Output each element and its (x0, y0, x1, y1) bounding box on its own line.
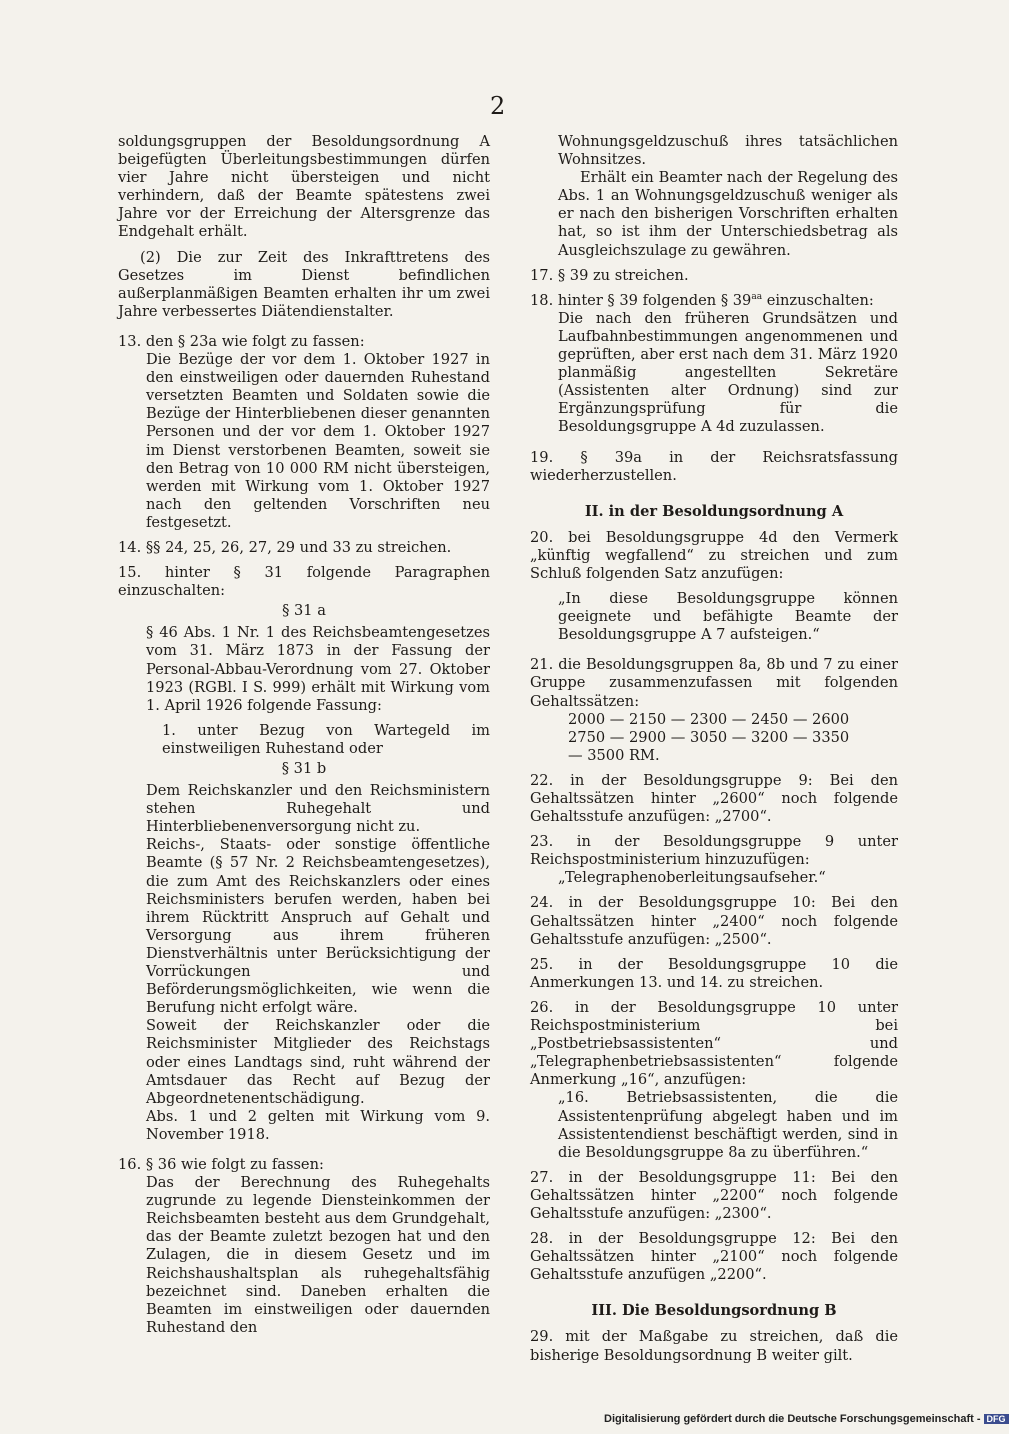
left-paragraph-7: § 46 Abs. 1 Nr. 1 des Reichsbeamtengesetzes vom 31. März 1873 in der Fassung der Personal-Abbau-Verordnung vom 27. Oktober 1923 (RGBl. I S. 999) erhält mit Wirkung vom 1. April 1926 folgende Fassung: (146, 624, 490, 714)
right-paragraph-16: 24. in der Besoldungsgruppe 10: Bei den Gehaltssätzen hinter „2400“ noch folgende Gehaltsstufe anzufügen: „2500“. (530, 894, 898, 948)
right-paragraph-14: 23. in der Besoldungsgruppe 9 unter Reichspostministerium hinzuzufügen: (530, 833, 898, 869)
right-paragraph-3: 18. hinter § 39 folgenden § $39^{aa}$ einzuschalten: (530, 291, 874, 309)
right-paragraph-4: Die nach den früheren Grundsätzen und Laufbahnbestimmungen angenommenen und geprüften, aber erst nach dem 31. März 1920 planmäßig angestellten Sekretäre (Assistenten alter Ordnung) sind zur Ergänzungsprüfung für die Besoldungsgruppe A 4d zuzulassen. (558, 309, 898, 436)
left-paragraph-10: Dem Reichskanzler und den Reichsministern stehen Ruhegehalt und Hinterbliebenenversorgung nicht zu. (146, 782, 490, 836)
left-paragraph-14: 16. § 36 wie folgt zu fassen: (118, 1155, 324, 1173)
left-paragraph-12: Soweit der Reichskanzler oder die Reichsminister Mitglieder des Reichstags oder eines Landtags sind, ruht während der Amtsdauer das Recht auf Bezug der Abgeordnetenentschädigung. (146, 1017, 490, 1107)
left-paragraph-5: 15. hinter § 31 folgende Paragraphen einzuschalten: (118, 564, 490, 600)
right-paragraph-10: 2000 — 2150 — 2300 — 2450 — 2600 (568, 710, 850, 728)
page-number: 2 (490, 92, 506, 120)
footer-text: Digitalisierung gefördert durch die Deutsche Forschungsgemeinschaft - (604, 1413, 981, 1425)
left-paragraph-2: 13. den § 23a wie folgt zu fassen: (118, 332, 365, 350)
left-paragraph-8: 1. unter Bezug von Wartegeld im einstweiligen Ruhestand oder (162, 721, 490, 757)
left-paragraph-13: Abs. 1 und 2 gelten mit Wirkung vom 9. November 1918. (146, 1107, 490, 1143)
left-paragraph-1: (2) Die zur Zeit des Inkrafttretens des Gesetzes im Dienst befindlichen außerplanmäßigen Beamten erhalten ihr um zwei Jahre verbessertes Diätendienstalter. (118, 248, 490, 320)
dfg-logo: DFG (984, 1414, 1009, 1424)
right-paragraph-18: 26. in der Besoldungsgruppe 10 unter Reichspostministerium bei „Postbetriebsassistenten“ und „Telegraphenbetriebsassistenten“ folgende Anmerkung „16“, anzufügen: (530, 998, 898, 1089)
right-paragraph-7: 20. bei Besoldungsgruppe 4d den Vermerk „künftig wegfallend“ zu streichen und zum Schluß folgenden Satz anzufügen: (530, 528, 898, 582)
left-paragraph-4: 14. §§ 24, 25, 26, 27, 29 und 33 zu streichen. (118, 538, 452, 556)
left-column (118, 133, 490, 1337)
left-paragraph-3: Die Bezüge der vor dem 1. Oktober 1927 in den einstweiligen oder dauernden Ruhestand versetzten Beamten und Soldaten sowie die Bezüge der Hinterbliebenen dieser genannten Personen und der vor dem 1. Oktober 1927 im Dienst verstorbenen Beamten, soweit sie den Betrag von 10 000 RM nicht übersteigen, werden mit Wirkung vom 1. Oktober 1927 nach den geltenden Vorschriften neu festgesetzt. (146, 351, 490, 531)
left-paragraph-6: § 31 a (282, 602, 326, 620)
right-paragraph-2: 17. § 39 zu streichen. (530, 266, 689, 284)
left-paragraph-11: Reichs-, Staats- oder sonstige öffentliche Beamte (§ 57 Nr. 2 Reichsbeamtengesetzes), die zum Amt des Reichskanzlers oder eines Reichsministers berufen werden, haben bei ihrem Rücktritt Anspruch auf Gehalt und Versorgung aus ihrem früheren Dienstverhältnis unter Berücksichtigung der Vorrückungen und Beförderungsmöglichkeiten, wie wenn die Berufung nicht erfolgt wäre. (146, 836, 490, 1017)
right-paragraph-13: 22. in der Besoldungsgruppe 9: Bei den Gehaltssätzen hinter „2600“ noch folgende Gehaltsstufe anzufügen: „2700“. (530, 771, 898, 826)
right-paragraph-1: Erhält ein Beamter nach der Regelung des Abs. 1 an Wohnungsgeldzuschuß weniger als er nach den bisherigen Vorschriften erhalten hat, so ist ihm der Unterschiedsbetrag als Ausgleichszulage zu gewähren. (558, 169, 898, 259)
footer-credit (604, 1413, 1009, 1425)
right-paragraph-17: 25. in der Besoldungsgruppe 10 die Anmerkungen 13. und 14. zu streichen. (530, 955, 898, 991)
right-paragraph-23: 29. mit der Maßgabe zu streichen, daß die bisherige Besoldungsordnung B weiter gilt. (530, 1328, 898, 1364)
right-column (530, 133, 898, 1365)
right-paragraph-6: II. in der Besoldungsordnung A (584, 502, 844, 520)
right-paragraph-20: 27. in der Besoldungsgruppe 11: Bei den Gehaltssätzen hinter „2200“ noch folgende Gehaltsstufe anzufügen: „2300“. (530, 1168, 898, 1222)
right-paragraph-21: 28. in der Besoldungsgruppe 12: Bei den Gehaltssätzen hinter „2100“ noch folgende Gehaltsstufe anzufügen „2200“. (530, 1230, 898, 1284)
right-paragraph-19: „16. Betriebsassistenten, die die Assistentenprüfung abgelegt haben und im Assistentendienst beschäftigt werden, sind in die Besoldungsgruppe 8a zu überführen.“ (558, 1089, 898, 1161)
right-paragraph-5: 19. § 39a in der Reichsratsfassung wiederherzustellen. (530, 448, 898, 484)
right-paragraph-12: — 3500 RM. (568, 746, 660, 764)
right-paragraph-0: Wohnungsgeldzuschuß ihres tatsächlichen Wohnsitzes. (558, 133, 898, 169)
right-paragraph-8: „In diese Besoldungsgruppe können geeignete und befähigte Beamte der Besoldungsgruppe A 7 aufsteigen.“ (558, 590, 898, 644)
right-paragraph-11: 2750 — 2900 — 3050 — 3200 — 3350 (568, 728, 850, 746)
right-paragraph-22: III. Die Besoldungsordnung B (591, 1302, 837, 1320)
left-paragraph-15: Das der Berechnung des Ruhegehalts zugrunde zu legende Diensteinkommen der Reichsbeamten besteht aus dem Grundgehalt, das der Beamte zuletzt bezogen hat und den Zulagen, die in diesem Gesetz und im Reichshaushaltsplan als ruhegehaltsfähig bezeichnet sind. Daneben erhalten die Beamten im einstweiligen oder dauernden Ruhestand den (146, 1174, 490, 1336)
right-paragraph-15: „Telegraphenoberleitungsaufseher.“ (558, 869, 826, 887)
right-paragraph-9: 21. die Besoldungsgruppen 8a, 8b und 7 zu einer Gruppe zusammenzufassen mit folgenden Gehaltssätzen: (530, 656, 898, 710)
left-paragraph-9: § 31 b (281, 760, 327, 777)
left-paragraph-0: soldungsgruppen der Besoldungsordnung A beigefügten Überleitungsbestimmungen dürfen vier Jahre nicht übersteigen und nicht verhindern, daß der Beamte spätestens zwei Jahre vor der Erreichung der Altersgrenze das Endgehalt erhält. (118, 133, 490, 241)
